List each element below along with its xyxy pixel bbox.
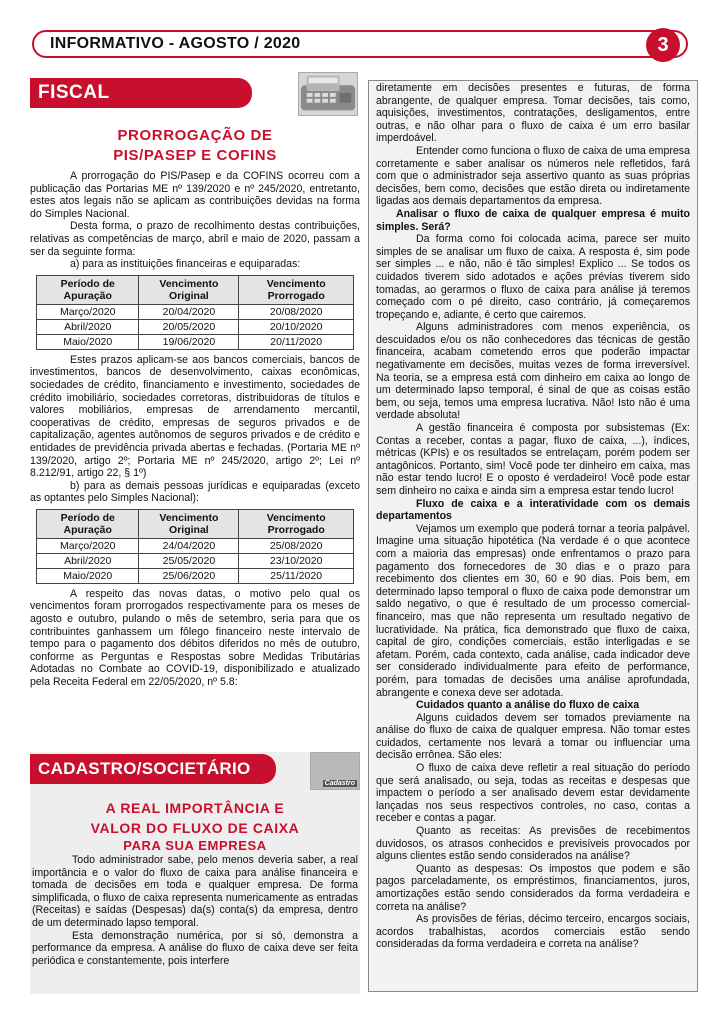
table-header: Período de Apuração (37, 275, 139, 304)
fiscal-headline-1: PRORROGAÇÃO DE (117, 127, 273, 144)
newsletter-title: INFORMATIVO - AGOSTO / 2020 (50, 35, 301, 52)
right-paragraph-4: Alguns administradores com menos experiência, os descuidados e/ou os não conhecedores das técnicas de gestão financeira, acabam cometendo erros que poderão impactar negativamente em decisões, muitas vezes de forma irreversível. Na teoria, se a empresa está com dinheiro em caixa ao longo de um determinado lapso temporal, é sinal de que as coisas estão bem, ou seja, temos uma empresa lucrativa. Não! Isto não é uma verdade absoluta! (376, 321, 690, 422)
table-cell: Maio/2020 (37, 568, 139, 583)
table-cell: 20/05/2020 (139, 319, 239, 334)
page-header (32, 30, 688, 58)
page-number-badge: 3 (646, 28, 680, 62)
left-column (30, 78, 360, 689)
right-paragraph-10: Quanto as despesas: Os impostos que podem e são pagos parceladamente, os empréstimos, financiamentos, juros, amortizações estão sendo considerados da forma verdadeira e correta na análise? (376, 862, 690, 913)
table-row (37, 304, 354, 319)
table-cell: 25/11/2020 (239, 568, 354, 583)
subheading-cautions: Cuidados quanto a análise do fluxo de caixa (416, 699, 640, 712)
subheading-interactivity: Fluxo de caixa e a interatividade com os demais departamentos (376, 497, 690, 523)
cadastro-section (30, 752, 360, 994)
table-cell: Abril/2020 (37, 553, 139, 568)
right-paragraph-6: Vejamos um exemplo que poderá tornar a teoria palpável. Imagine uma situação hipotética (Na verdade é o que acontece com a maioria das empresas) onde enfrentamos o prazo para pagamento dos fornecedores de 30 dias e o prazo para recebimento dos clientes em 30, 60 e 90 dias. Pois bem, em determinado lapso temporal o fluxo de caixa pode demonstrar um saldo negativo, o que é resultado de um processo comercial-financeiro, mas que não representa um resultado negativo de lucratividade. Na prática, fica demonstrado que fluxo de caixa, capital de giro, condições comerciais, estão interligadas e se afetam. Porém, cada contexto, cada análise, cada indicador deve ser considerado individualmente para efeito de performance, porém, para tomadas de decisões uma análise aprofundada, abrangente e conexa deve ser adotada. (376, 522, 690, 699)
cadastro-paragraph-1: Todo administrador sabe, pelo menos deveria saber, a real importância e o valor do fluxo de caixa para análise financeira e tomada de decisões em toda e qualquer empresa. De forma simplificada, o fluxo de caixa representa numericamente as entradas (Receitas) e saídas (Despesas) da(s) conta(s) da empresa, dentro de um determinado lapso temporal. (32, 854, 358, 929)
table-row (37, 538, 354, 553)
cadastro-headline-3: PARA SUA EMPRESA (123, 838, 267, 853)
table-cell: 20/11/2020 (239, 334, 354, 349)
right-paragraph-5: A gestão financeira é composta por subsistemas (Ex: Contas a receber, contas a pagar, fluxo de caixa, ...), índices, métricas (KPIs) e os resultados se entrelaçam, porém podem ser antagônicos. Portanto, sim! Você pode ter dinheiro em caixa, mas não estar tendo lucro! E o oposto é verdadeiro! Você pode estar sem dinheiro no caixa e ainda sim a empresa estar tendo lucro! (376, 422, 690, 497)
table-header: Vencimento Prorrogado (239, 275, 354, 304)
table-cell: 20/10/2020 (239, 319, 354, 334)
fiscal-paragraph-1: A prorrogação do PIS/Pasep e da COFINS ocorreu com a publicação das Portarias ME nº 139/2020 e nº 245/2020, entretanto, estes atos legais não se aplicam as contribuições devidas na forma do Simples Nacional. (30, 170, 360, 220)
section-banner-cadastro: CADASTRO/SOCIETÁRIO (30, 754, 276, 784)
fiscal-paragraph-4: Estes prazos aplicam-se aos bancos comerciais, bancos de investimentos, bancos de desenvolvimento, caixas econômicas, sociedades de crédito, financiamento e investimento, sociedades de crédito imobiliário, sociedades corretoras, distribuidoras de títulos e valores mobiliários, empresas de arrendamento mercantil, cooperativas de crédito, empresas de seguros privados e de capitalização, agentes autônomos de seguros privados e de crédito e entidades de previdência privada abertas e fechadas. (Portaria ME nº 139/2020, artigo 2º; Portaria ME nº 245/2020, artigo 2º; Lei nº 8.212/91, artigo 22, § 1º) (30, 353, 360, 480)
right-paragraph-8: O fluxo de caixa deve refletir a real situação do período que será analisado, ou seja, todas as receitas e despesas que impactem o período a ser analisado devem estar devidamente lançadas nos seus respectivos controles, no caso, contas a receber e contas a pagar. (376, 762, 690, 825)
table-row (37, 553, 354, 568)
fiscal-headline-2: PIS/PASEP E COFINS (113, 147, 277, 164)
section-banner-fiscal: FISCAL (30, 78, 252, 108)
table-cell: Maio/2020 (37, 334, 139, 349)
cadastro-image-label: Cadastro (324, 780, 355, 787)
deadline-table-others (36, 509, 354, 584)
right-paragraph-3: Da forma como foi colocada acima, parece ser muito simples de se analisar um fluxo de caixa. A resposta é, sim pode ser simples ... e não, não é tão simples! Explico ... Se todos os cuidados tiverem sido adotados e ações prévias tiverem sido tomadas, ao gerarmos o fluxo de caixa para análise já teremos começado com o pé direito, caso contrário, já começaremos tropeçando e, adiante, é certo que cairemos. (376, 233, 690, 321)
calculator-image (298, 72, 358, 116)
cadastro-headline-2: VALOR DO FLUXO DE CAIXA (90, 820, 300, 836)
cadastro-headline-1: A REAL IMPORTÂNCIA E (105, 800, 285, 816)
right-paragraph-11: As provisões de férias, décimo terceiro, encargos sociais, acordos trabalhistas, acordos comerciais estão sendo consideradas da forma verdadeira e correta na análise? (376, 913, 690, 951)
table-cell: 20/04/2020 (139, 304, 239, 319)
table-cell: 25/08/2020 (239, 538, 354, 553)
fiscal-paragraph-3: a) para as instituições financeiras e equiparadas: (70, 258, 301, 271)
table-cell: Março/2020 (37, 304, 139, 319)
table-cell: 20/08/2020 (239, 304, 354, 319)
table-header: Vencimento Original (139, 509, 239, 538)
table-row (37, 568, 354, 583)
deadline-table-financial (36, 275, 354, 350)
fiscal-paragraph-2: Desta forma, o prazo de recolhimento destas contribuições, relativas as competências de março, abril e maio de 2020, passam a ser da seguinte forma: (30, 220, 360, 258)
right-paragraph-9: Quanto as receitas: As previsões de recebimentos duvidosos, os atrasos conhecidos e previsíveis provocados por alguns clientes estão sendo considerados na análise? (376, 825, 690, 863)
cadastro-image (310, 752, 360, 790)
table-header: Vencimento Original (139, 275, 239, 304)
table-row (37, 334, 354, 349)
table-cell: Março/2020 (37, 538, 139, 553)
table-header: Vencimento Prorrogado (239, 509, 354, 538)
fiscal-paragraph-5: b) para as demais pessoas jurídicas e equiparadas (exceto as optantes pelo Simples Nacional): (30, 479, 360, 505)
cadastro-paragraph-2: Esta demonstração numérica, por si só, demonstra a performance da empresa. A análise do fluxo de caixa deve ser feita periódica e constantemente, pois interfere (32, 929, 358, 967)
right-paragraph-1: diretamente em decisões presentes e futuras, de forma abrangente, de qualquer empresa. Tomar decisões, tais como, aquisições, investimentos, contratações, desligamentos, entre outras, e não olhar para o fluxo de caixa é um erro basilar imperdoável. (376, 82, 690, 145)
right-paragraph-7: Alguns cuidados devem ser tomados previamente na análise do fluxo de caixa de qualquer empresa. Não tomar estes cuidados, certamente nos levará a tomar ou influenciar uma decisão errônea. São eles: (376, 711, 690, 762)
table-row (37, 319, 354, 334)
right-paragraph-2: Entender como funciona o fluxo de caixa de uma empresa corretamente e saber analisar os números nele refletidos, fará com que o administrador seja assertivo quanto as suas próprias decisões, bem como, decisões que estão direta ou indiretamente ligadas aos demais departamentos da empresa. (376, 144, 690, 208)
table-cell: 23/10/2020 (239, 553, 354, 568)
table-header: Período de Apuração (37, 509, 139, 538)
right-column (368, 78, 698, 990)
table-cell: 25/05/2020 (139, 553, 239, 568)
subheading-simple-analysis: Analisar o fluxo de caixa de qualquer empresa é muito simples. Será? (376, 207, 690, 233)
fiscal-paragraph-6: A respeito das novas datas, o motivo pelo qual os vencimentos foram prorrogados respectivamente para os meses de agosto e outubro, pulando o mês de setembro, seria para que os contribuintes ganhassem um fôlego financeiro neste intervalo de tempo para o pagamento dos débitos diferidos no mês de outubro, conforme as Perguntas e Respostas sobre Medidas Tributárias Adotadas no Combate ao COVID-19, disponibilizado e atualizado pela Receita Federal em 22/05/2020, nº 5.8: (30, 587, 360, 689)
table-cell: 19/06/2020 (139, 334, 239, 349)
table-cell: 25/06/2020 (139, 568, 239, 583)
calculator-icon (299, 71, 357, 115)
table-cell: 24/04/2020 (139, 538, 239, 553)
table-cell: Abril/2020 (37, 319, 139, 334)
